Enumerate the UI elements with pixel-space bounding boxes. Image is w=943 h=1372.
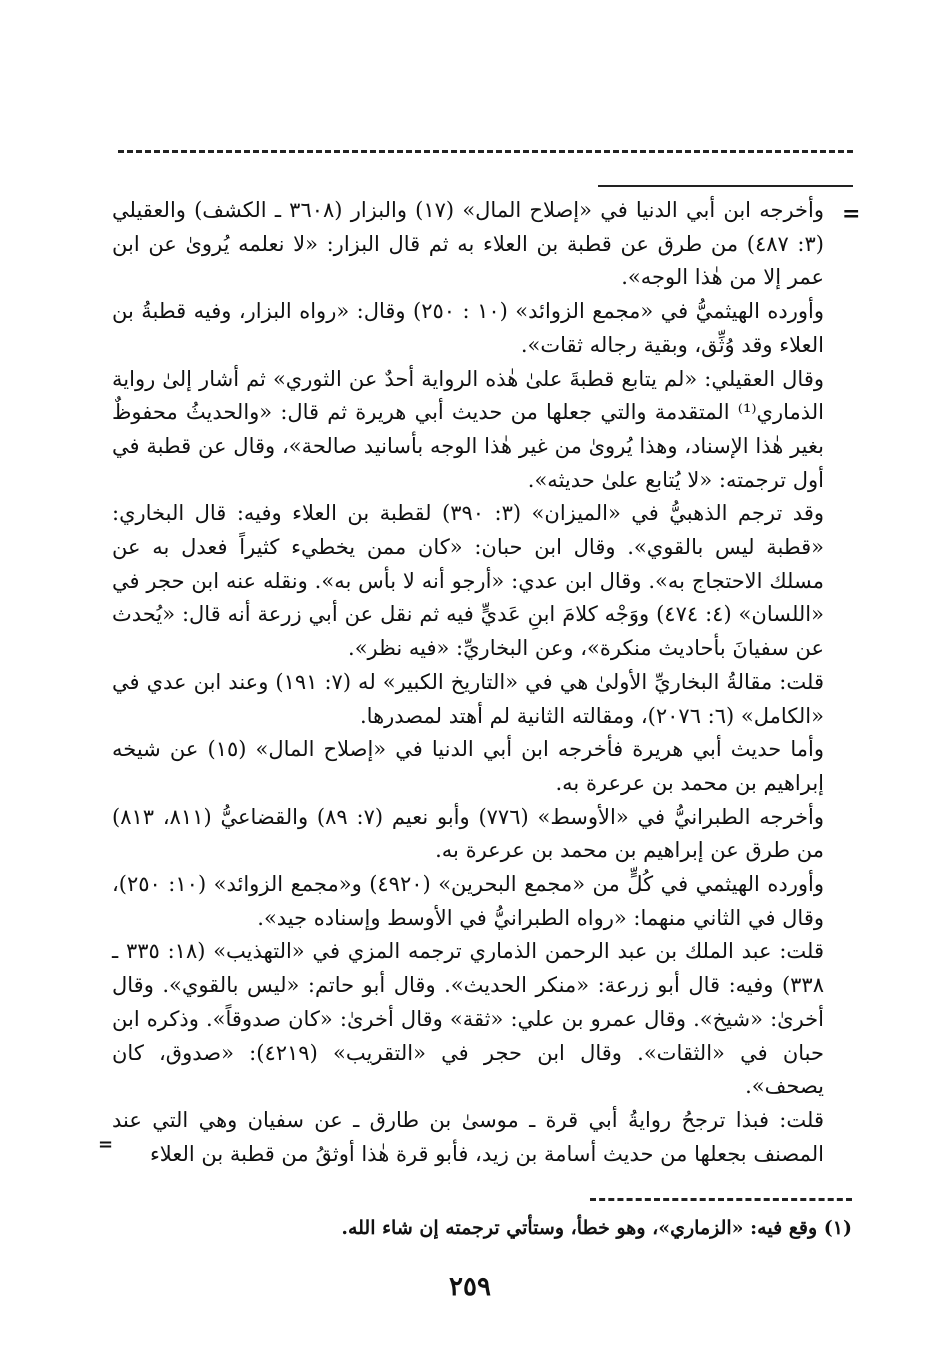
paragraph: وأورده الهيثمي في كُلٍّ من «مجمع البحرين» (٤٩٢٠) و«مجمع الزوائد» (١٠: ٢٥٠)، وقال في الثاني منهما: «رواه الطبرانيُّ في الأوسط وإسناده جيد». [112,872,824,930]
paragraph: وأخرجه ابن أبي الدنيا في «إصلاح المال» (١٧) والبزار (٣٦٠٨ ـ الكشف) والعقيلي (٣: ٤٨٧) من طرق عن قطبة بن العلاء به ثم قال البزار: «لا نعلمه يُروىٰ عن ابن عمر إلا من هٰذا الوجه». [112,198,824,290]
page-number: ٢٥٩ [449,1272,491,1302]
paragraph: قلت: عبد الملك بن عبد الرحمن الذماري ترجمه المزي في «التهذيب» (١٨: ٣٣٥ ـ ٣٣٨) وفيه: قال أبو زرعة: «منكر الحديث». وقال أبو حاتم: «ليس بالقوي». وقال أخرىٰ: «شيخ». وقال عمرو بن علي: «ثقة» وقال أخرىٰ: «كان صدوقاً». وذكره ابن حبان في «الثقات». وقال ابن حجر في «التقريب» (٤٢١٩): «صدوق، كان يصحف». [112,939,825,1099]
paragraph: وأخرجه الطبرانيُّ في «الأوسط» (٧٧٦) وأبو نعيم (٧: ٨٩) والقضاعيُّ (٨١١، ٨١٣) من طرق عن إبراهيم بن محمد بن عرعرة به. [112,804,824,863]
footnote-continuation-rule [598,185,853,187]
paragraph: وقد ترجم الذهبيُّ في «الميزان» (٣: ٣٩٠) لقطبة بن العلاء وفيه: قال البخاري: «قطبة ليس بالقوي». وقال ابن حبان: «كان ممن يخطيء كثيراً فعدل به عن مسلك الاحتجاج به». وقال ابن عدي: «أرجو أنه لا بأس به». ونقله عنه ابن حجر في «اللسان» (٤: ٤٧٤) ووَجْه كلامَ ابنِ عَديٍّ فيه ثم نقل عن أبي زرعة أنه قال: «يُحدث عن سفيانَ بأحاديث منكرة»، وعن البخاريِّ: «فيه نظر». [112,501,824,661]
continuation-mark: = [842,201,861,227]
paragraph: قلت: مقالةُ البخاريِّ الأولىٰ هي في «التاريخ الكبير» له (٧: ١٩١) وعند ابن عدي في «الكامل» (٦: ٢٠٧٦)، ومقالته الثانية لم أهتد لمصدرها. [112,669,824,728]
footnote-separator [590,1198,852,1201]
footnote: (١) وقع فيه: «الزماري»، وهو خطأ، وستأتي ترجمته إن شاء الله. [341,1217,852,1239]
continuation-mark-end: = [98,1134,114,1155]
paragraph: وأما حديث أبي هريرة فأخرجه ابن أبي الدنيا في «إصلاح المال» (١٥) عن شيخه إبراهيم بن محمد بن عرعرة به. [112,737,824,795]
paragraph: وقال العقيلي: «لم يتابع قطبةَ علىٰ هٰذه الرواية أحدٌ عن الثوري» ثم أشار إلىٰ رواية الذماري⁽¹⁾ المتقدمة والتي جعلها من حديث أبي هريرة ثم قال: «والحديثُ محفوظٌ بغير هٰذا الإسناد، وهذا يُروىٰ من غير هٰذا الوجه بأسانيد صالحة»، وقال عن قطبة في أول ترجمته: «لا يُتابع علىٰ حديثه». [112,366,824,492]
header-dashed-rule [118,150,853,153]
paragraph: وأورده الهيثميُّ في «مجمع الزوائد» (١٠ : ٢٥٠) وقال: «رواه البزار، وفيه قطبةُ بن العلاء وقد وُثِّق، وبقية رجاله ثقات». [112,299,824,357]
paragraph: قلت: فبذا ترجحُ روايةُ أبي قرة ـ موسىٰ بن طارق ـ عن سفيان وهي التي عند المصنف بجعلها من حديث أسامة بن زيد، فأبو قرة هٰذا أوثقُ من قطبة بن العلاء [112,1107,824,1166]
main-text [112,194,824,1171]
